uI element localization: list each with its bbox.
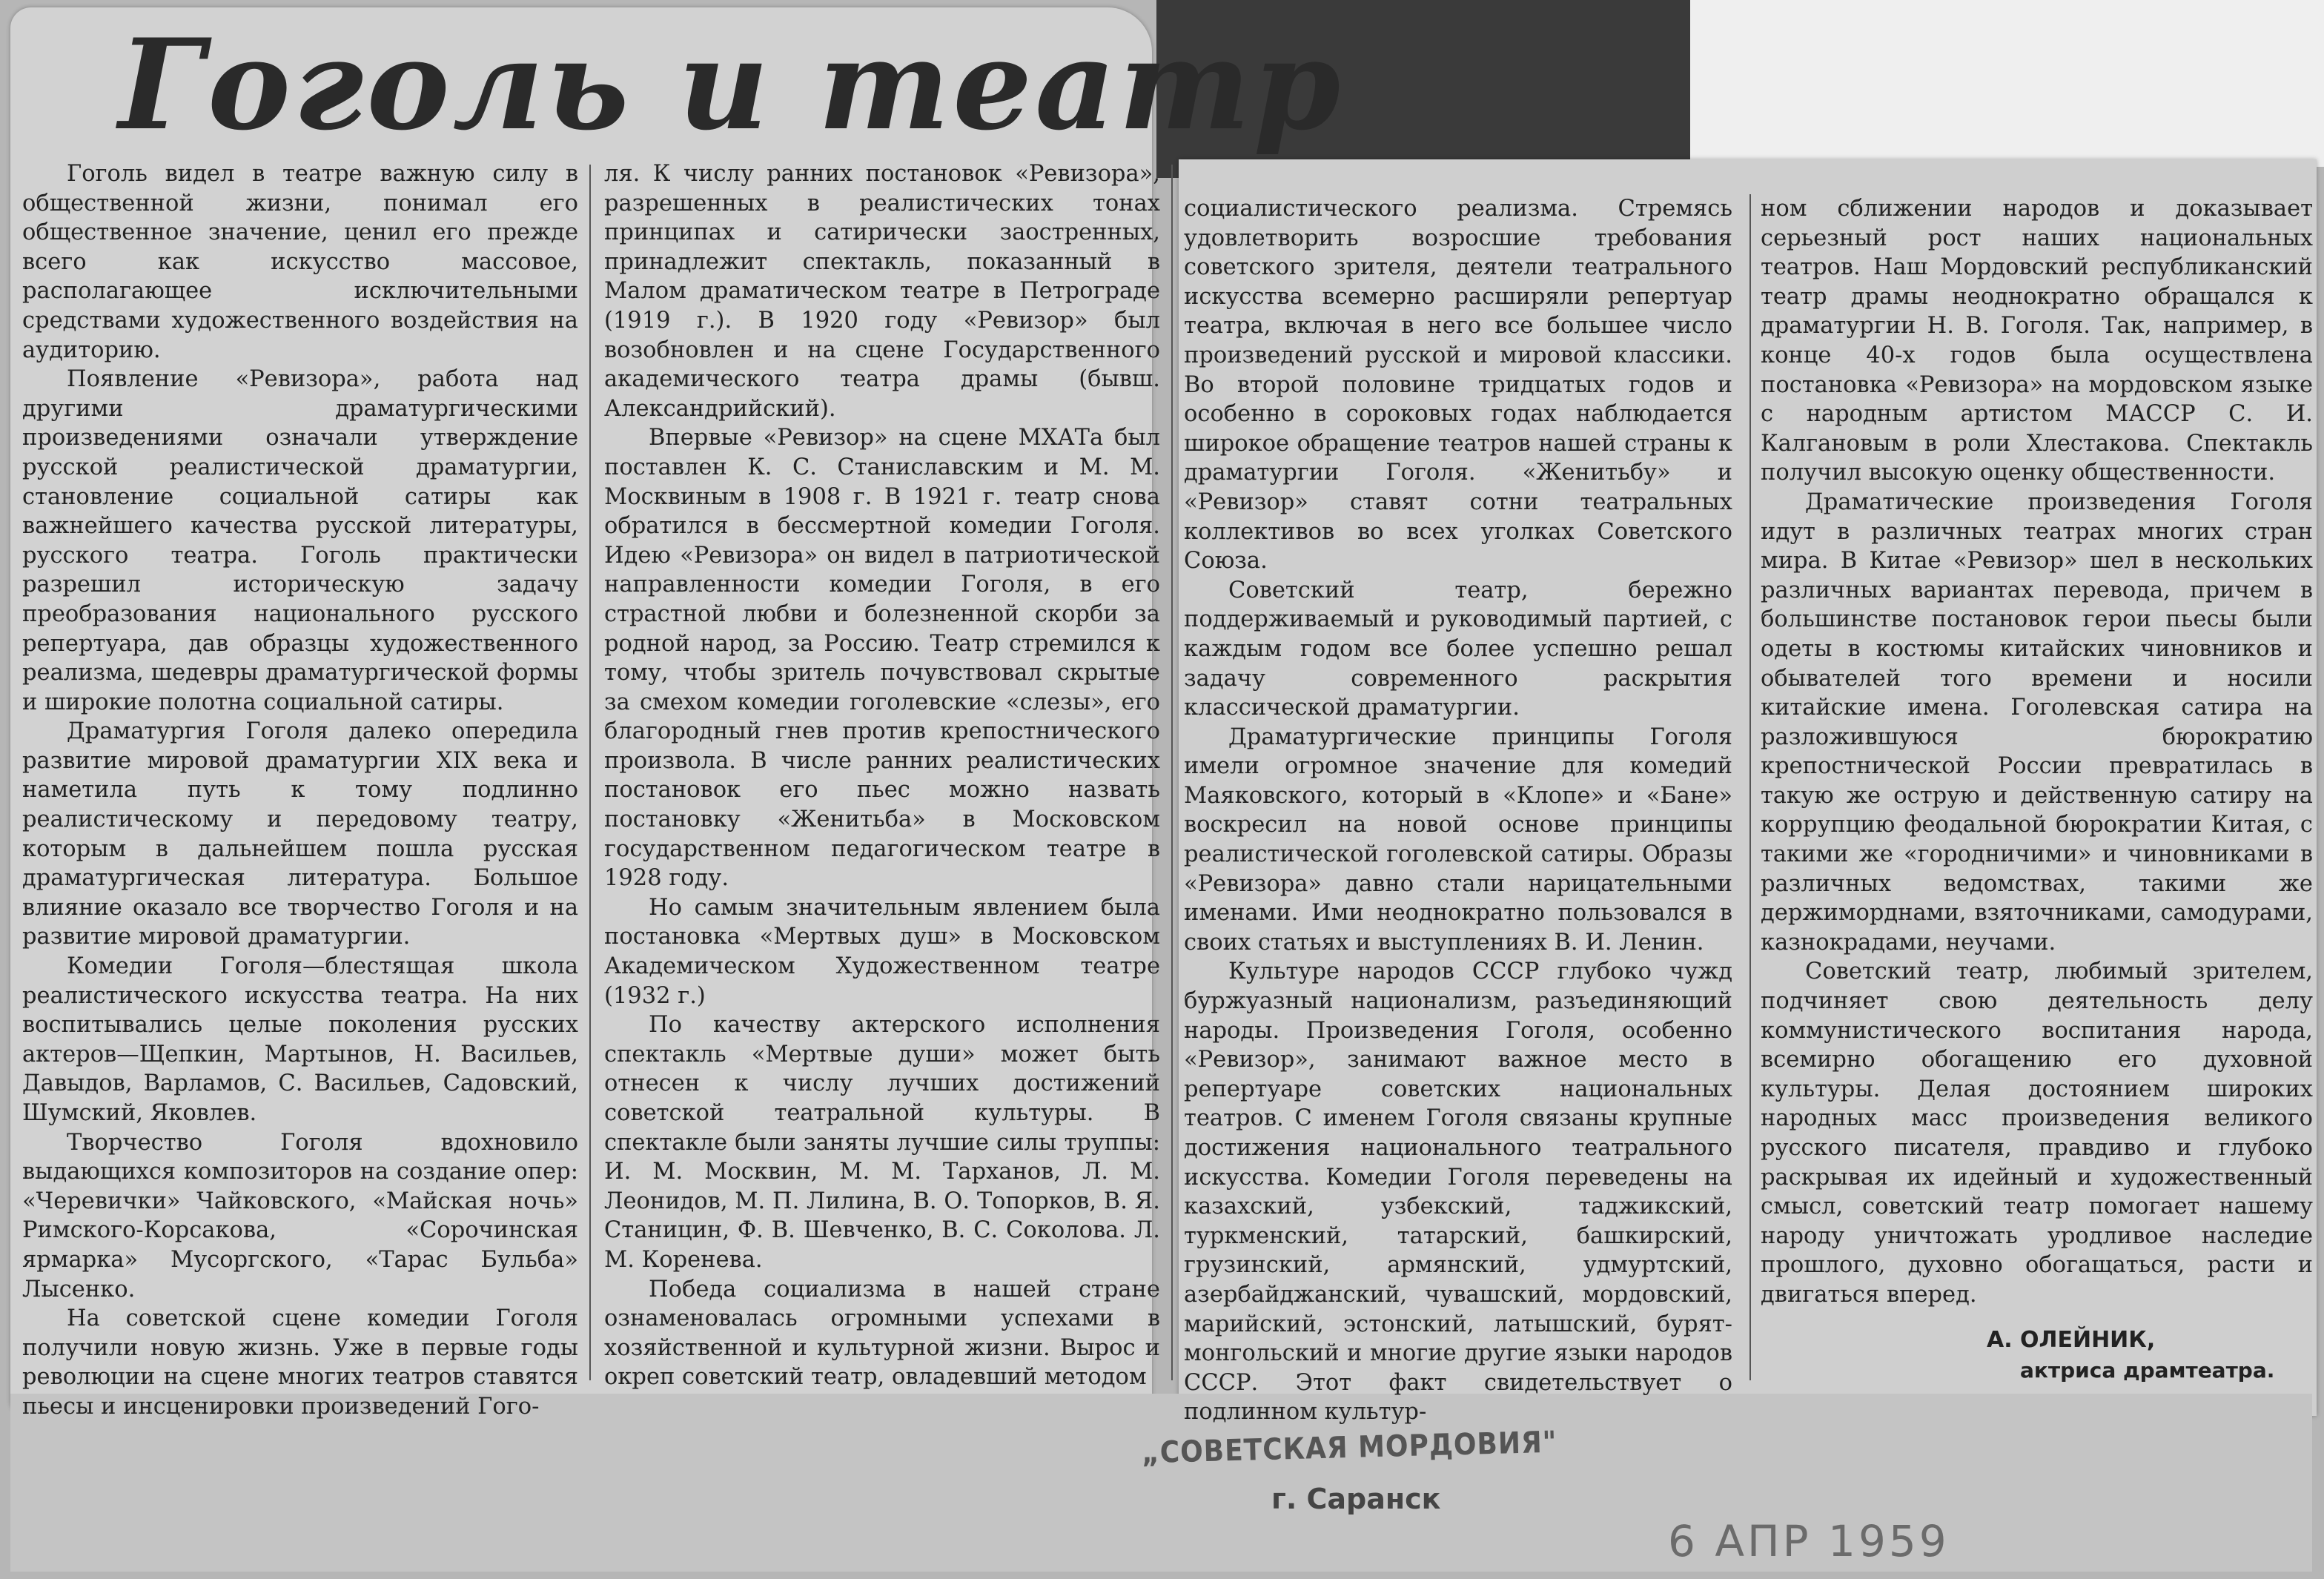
- article-headline: Гоголь и театр: [119, 11, 1344, 158]
- date-stamp: 6 АПР 1959: [1668, 1516, 1950, 1566]
- column-rule: [589, 165, 591, 1380]
- column-rule: [1171, 165, 1173, 1380]
- paragraph: Но самым значительным явлением была постановка «Мертвых душ» в Московском Академическом Художественном театре (1932 г.): [604, 894, 1160, 1009]
- article-column-1: [22, 159, 578, 1422]
- article-column-3: [1184, 194, 1732, 1427]
- paragraph: Комедии Гоголя—блестящая школа реалистического искусства театра. На них воспитывались целые поколения русских актеров—Щепкин, Мартынов, Н. Васильев, Давыдов, Варламов, С. Васильев, Садовский, Шумский, Яковлев.: [22, 953, 578, 1126]
- article-column-4: [1761, 194, 2313, 1310]
- paragraph: Гоголь видел в театре важную силу в общественной жизни, понимал его общественное значение, ценил его прежде всего как искусство массовое, располагающее исключительными средствами художественного воздействия на аудиторию.: [22, 161, 578, 363]
- paragraph: социалистического реализма. Стремясь удовлетворить возросшие требования советского зрителя, деятели театрального искусства всемерно расширяли репертуар театра, включая в него все большее число произведений русской и мировой классики. Во второй половине тридцатых годов и особенно в сороковых годах наблюдается широкое обращение театров нашей страны к драматургии Гоголя. «Женитьбу» и «Ревизор» ставят сотни театральных коллективов во всех уголках Советского Союза.: [1184, 196, 1732, 575]
- paragraph: Советский театр, любимый зрителем, подчиняет свою деятельность делу коммунистического воспитания народа, всемирно обогащению его духовной культуры. Делая достоянием широких народных масс произведения великого русского писателя, правдиво и глубоко раскрывая их идейный и художественный смысл, советский театр помогает нашему народу уничтожать уродливое наследие прошлого, духовно обогащаться, расти и двигаться вперед.: [1761, 959, 2313, 1308]
- author-signature: А. ОЛЕЙНИК,: [1987, 1327, 2156, 1353]
- background-light-area: [1690, 0, 2324, 167]
- paragraph: Драматургия Гоголя далеко опередила развитие мировой драматургии XIX века и наметила путь к тому подлинно реалистическому и передовому театру, которым в дальнейшем пошла русская драматургическая литература. Большое влияние оказало все творчество Гоголя и на развитие мировой драматургии.: [22, 718, 578, 950]
- paragraph: Драматические произведения Гоголя идут в различных театрах многих стран мира. В Китае «Ревизор» шел в нескольких различных вариантах перевода, причем в большинстве постановок герои пьесы были одеты в костюмы китайских чиновников и обывателей того времени и носили китайские имена. Гоголевская сатира на разложившуюся бюрократию крепостнической России превратилась в такую же острую и действенную сатиру на коррупцию феодальной бюрократии Китая, с такими же «городничими» и чиновниками в различных ведомствах, такими же держиморднами, взяточниками, самодурами, казнокрадами, неучами.: [1761, 489, 2313, 956]
- paragraph: Впервые «Ревизор» на сцене МХАТа был поставлен К. С. Станиславским и М. М. Москвиным в 1908 г. В 1921 г. театр снова обратился в бессмертной комедии Гоголя. Идею «Ревизора» он видел в патриотической направленности комедии Гоголя, в его страстной любви и болезненной скорби за родной народ, за Россию. Театр стремился к тому, чтобы зритель почувствовал скрытые за смехом комедии гоголевские «слезы», его благородный гнев против крепостнического произвола. В числе ранних реалистических постановок его пьес можно назвать постановку «Женитьба» в Московском государственном педагогическом театре в 1928 году.: [604, 425, 1160, 892]
- paragraph: Культуре народов СССР глубоко чужд буржуазный национализм, разъединяющий народы. Произведения Гоголя, особенно «Ревизор», занимают важное место в репертуаре советских национальных театров. С именем Гоголя связаны крупные достижения национального театрального искусства. Комедии Гоголя переведены на казахский, узбекский, таджикский, туркменский, татарский, башкирский, грузинский, армянский, удмуртский, азербайджанский, чувашский, мордовский, марийский, эстонский, латышский, бурят-монгольский и многие другие языки народов СССР. Этот факт свидетельствует о подлинном культур-: [1184, 959, 1732, 1426]
- paragraph: ля. К числу ранних постановок «Ревизора», разрешенных в реалистических тонах принципах и сатирически заостренных, принадлежит спектакль, показанный в Малом драматическом театре в Петрограде (1919 г.). В 1920 году «Ревизор» был возобновлен и на сцене Государственного академического театра драмы (бывш. Александрийский).: [604, 161, 1160, 422]
- paragraph: Победа социализма в нашей стране ознаменовалась огромными успехами в хозяйственной и культурной жизни. Вырос и окреп советский театр, овладевший методом: [604, 1276, 1160, 1391]
- paragraph: Появление «Ревизора», работа над другими драматургическими произведениями означали утверждение русской реалистической драматургии, становление социальной сатиры как важнейшего качества русской литературы, русского театра. Гоголь практически разрешил историческую задачу преобразования национального русского репертуара, дав образцы художественного реализма, шедевры драматургической формы и широкие полотна социальной сатиры.: [22, 366, 578, 715]
- paragraph: ном сближении народов и доказывает серьезный рост наших национальных театров. Наш Мордовский республиканский театр драмы неоднократно обращался к драматургии Н. В. Гоголя. Так, например, в конце 40-х годов была осуществлена постановка «Ревизора» на мордовском языке с народным артистом МАССР С. И. Калгановым в роли Хлестакова. Спектакль получил высокую оценку общественности.: [1761, 196, 2313, 486]
- paragraph: По качеству актерского исполнения спектакль «Мертвые души» может быть отнесен к числу лучших достижений советской театральной культуры. В спектакле были заняты лучшие силы труппы: И. М. Москвин, М. М. Тарханов, Л. М. Леонидов, М. П. Лилина, В. О. Топорков, В. Я. Станицин, Ф. В. Шевченко, В. С. Соколова. Л. М. Коренева.: [604, 1012, 1160, 1273]
- article-column-2: [604, 159, 1160, 1392]
- column-rule: [1749, 194, 1751, 1380]
- paragraph: Творчество Гоголя вдохновило выдающихся композиторов на создание опер: «Черевички» Чайковского, «Майская ночь» Римского-Корсакова, «Сорочинская ярмарка» Мусоргского, «Тарас Бульба» Лысенко.: [22, 1129, 578, 1302]
- paragraph: На советской сцене комедии Гоголя получили новую жизнь. Уже в первые годы революции на сцене многих театров ставятся пьесы и инсценировки произведений Гого-: [22, 1305, 578, 1420]
- newspaper-stamp: „СОВЕТСКАЯ МОРДОВИЯ": [1141, 1425, 1558, 1471]
- author-role: актриса драмтеатра.: [2020, 1358, 2275, 1383]
- city-stamp: г. Саранск: [1271, 1483, 1441, 1515]
- paragraph: Советский театр, бережно поддерживаемый и руководимый партией, с каждым годом все более успешно решал задачу современного раскрытия классической драматургии.: [1184, 577, 1732, 721]
- paragraph: Драматургические принципы Гоголя имели огромное значение для комедий Маяковского, который в «Клопе» и «Бане» воскресил на новой основе принципы реалистической гоголевской сатиры. Образы «Ревизора» давно стали нарицательными именами. Ими неоднократно пользовался в своих статьях и выступлениях В. И. Ленин.: [1184, 724, 1732, 956]
